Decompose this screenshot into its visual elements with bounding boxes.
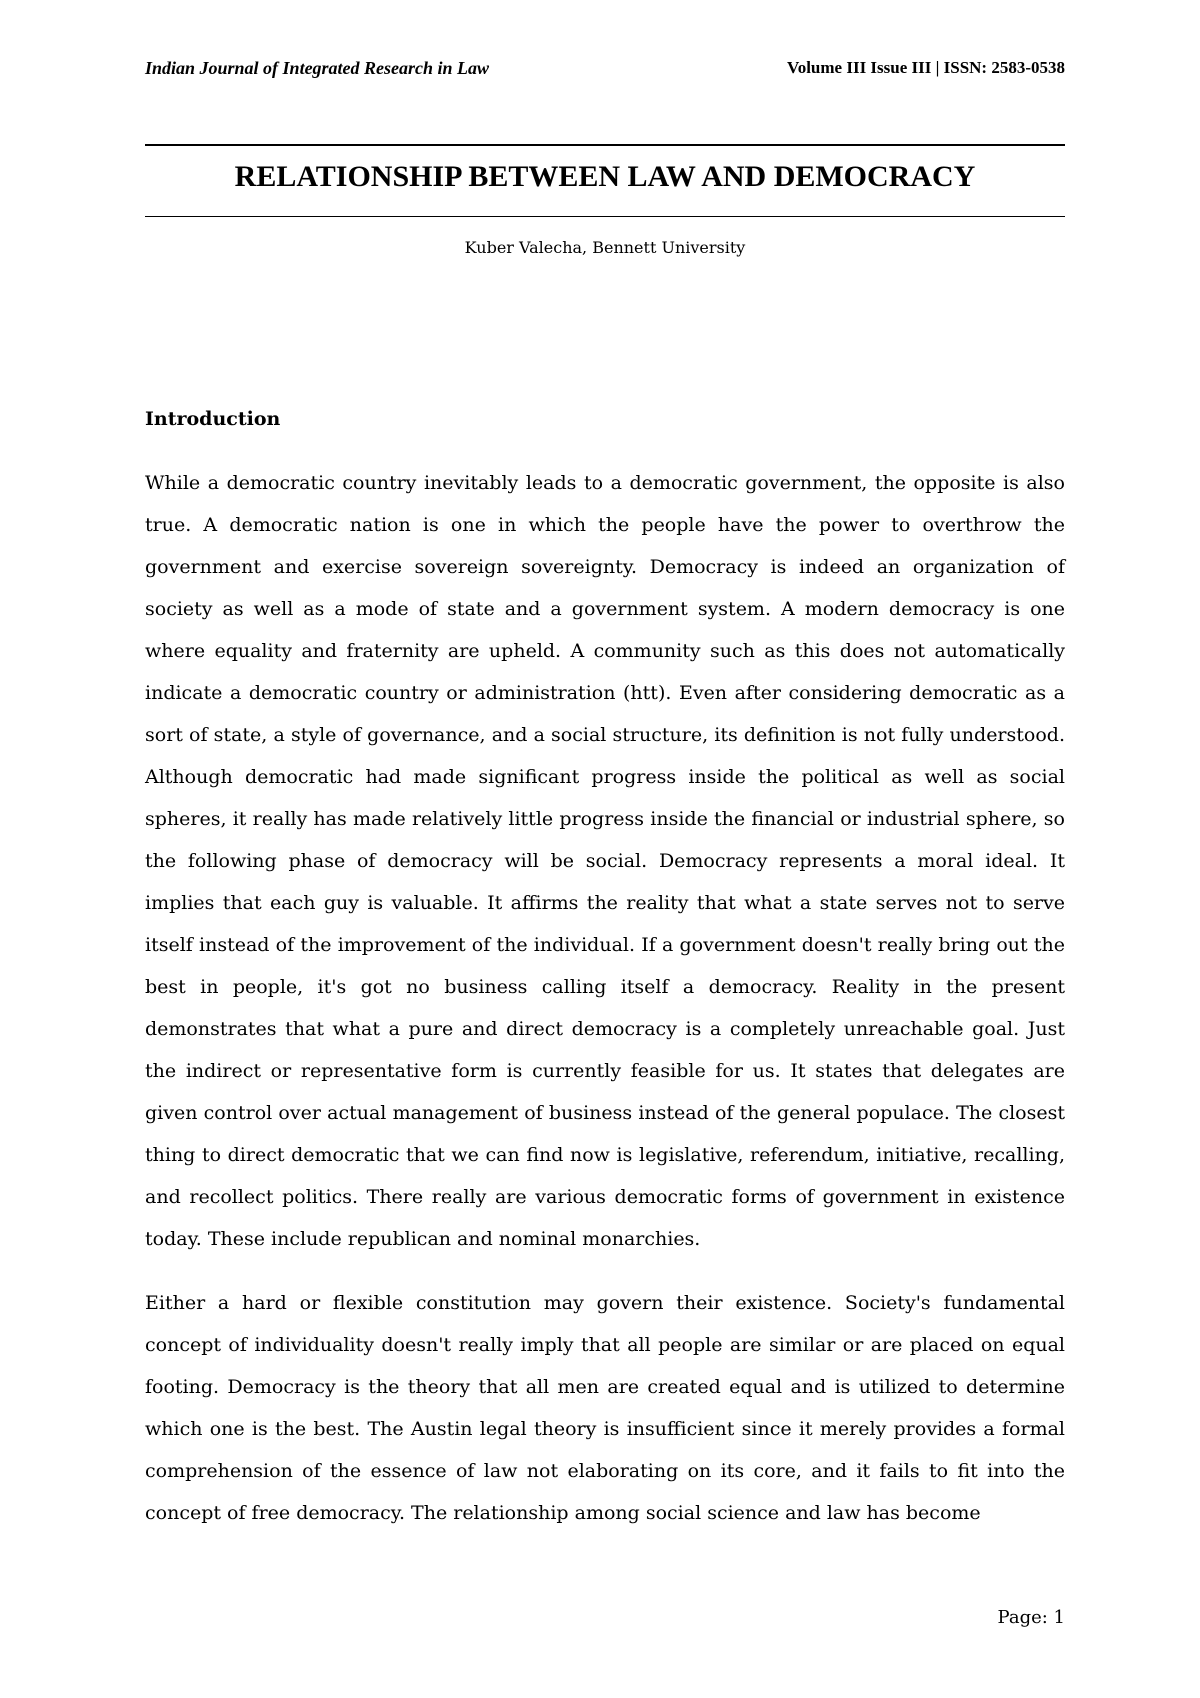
- body-paragraph-1: While a democratic country inevitably leads to a democratic government, the opposite is also true. A democratic nation is one in which the people have the power to overthrow the government and exercise sovereign sovereignty. Democracy is indeed an organization of society as well as a mode of state and a government system. A modern democracy is one where equality and fraternity are upheld. A community such as this does not automatically indicate a democratic country or administration (htt). Even after considering democratic as a sort of state, a style of governance, and a social structure, its definition is not fully understood. Although democratic had made significant progress inside the political as well as social spheres, it really has made relatively little progress inside the financial or industrial sphere, so the following phase of democracy will be social. Democracy represents a moral ideal. It implies that each guy is valuable. It affirms the reality that what a state serves not to serve itself instead of the improvement of the individual. If a government doesn't really bring out the best in people, it's got no business calling itself a democracy. Reality in the present demonstrates that what a pure and direct democracy is a completely unreachable goal. Just the indirect or representative form is currently feasible for us. It states that delegates are given control over actual management of business instead of the general populace. The closest thing to direct democratic that we can find now is legislative, referendum, initiative, recalling, and recollect politics. There really are various democratic forms of government in existence today. These include republican and nominal monarchies.: [145, 472, 1065, 1250]
- running-header: [145, 58, 1065, 82]
- article-title: RELATIONSHIP BETWEEN LAW AND DEMOCRACY: [234, 160, 976, 193]
- title-top-rule: [145, 144, 1065, 146]
- page-number: Page: 1: [997, 1607, 1065, 1628]
- body-paragraph-2: Either a hard or flexible constitution may govern their existence. Society's fundamental concept of individuality doesn't really imply that all people are similar or are placed on equal footing. Democracy is the theory that all men are created equal and is utilized to determine which one is the best. The Austin legal theory is insufficient since it merely provides a formal comprehension of the essence of law not elaborating on its core, and it fails to fit into the concept of free democracy. The relationship among social science and law has become: [145, 1292, 1065, 1524]
- title-bottom-rule: [145, 216, 1065, 217]
- volume-issue-issn: Volume III Issue III | ISSN: 2583-0538: [786, 58, 1065, 77]
- journal-name: Indian Journal of Integrated Research in Law: [145, 58, 490, 78]
- author-affiliation: Kuber Valecha, Bennett University: [464, 238, 746, 257]
- section-heading-introduction: Introduction: [145, 408, 281, 430]
